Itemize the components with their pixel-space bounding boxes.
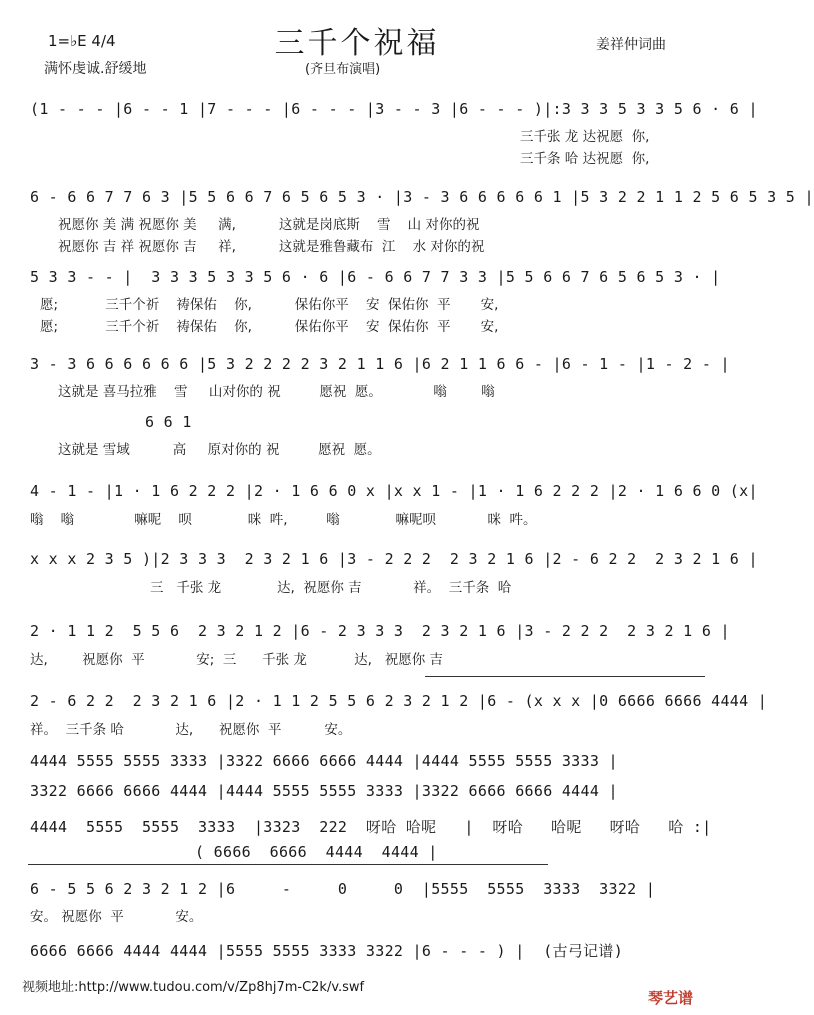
notation-line: ( 6666 6666 4444 4444 | [195, 843, 438, 861]
notation-line: 4444 5555 5555 3333 |3322 6666 6666 4444 |4444 5555 5555 3333 | [30, 752, 618, 770]
notation-line: 6 - 5 5 6 2 3 2 1 2 |6 - 0 0 |5555 5555 3333 3322 | [30, 880, 656, 898]
notation-line: 4444 5555 5555 3333 |3323 222 呀哈 哈呢 | 呀哈 哈呢 呀哈 哈 :| [30, 818, 712, 836]
notation-line: 3 - 3 6 6 6 6 6 6 |5 3 2 2 2 2 3 2 1 1 6 |6 2 1 1 6 6 - |6 - 1 - |1 - 2 - | [30, 355, 730, 373]
tempo-marking: 满怀虔诚.舒缓地 [44, 61, 147, 77]
lyric-line: 安。 祝愿你 平 安。 [30, 909, 203, 925]
lyric-line: 三千条 哈 达祝愿 你, [520, 151, 650, 167]
page-title: 三千个祝福 [274, 26, 440, 61]
lyric-line: 达, 祝愿你 平 安; 三 千张 龙 达, 祝愿你 吉 [30, 652, 444, 668]
site-logo: 琴艺谱 [648, 989, 694, 1007]
lyric-line: 祥。 三千条 哈 达, 祝愿你 平 安。 [30, 722, 352, 738]
composer-credit: 姜祥仲词曲 [596, 37, 666, 53]
volta-bracket-2 [28, 864, 548, 865]
notation-line: 6 - 6 6 7 7 6 3 |5 5 6 6 7 6 5 6 5 3 · |3 - 3 6 6 6 6 6 1 |5 3 2 2 1 1 2 5 6 5 3 5 | [30, 188, 814, 206]
notation-line: 3322 6666 6666 4444 |4444 5555 5555 3333 |3322 6666 6666 4444 | [30, 782, 618, 800]
lyric-line: 三 千张 龙 达, 祝愿你 吉 祥。 三千条 哈 [150, 580, 512, 596]
notation-line: 5 3 3 - - | 3 3 3 5 3 3 5 6 · 6 |6 - 6 6 7 7 3 3 |5 5 6 6 7 6 5 6 5 3 · | [30, 268, 721, 286]
lyric-line: 这就是 雪域 高 原对你的 祝 愿祝 愿。 [58, 442, 381, 458]
notation-line: 4 - 1 - |1 · 1 6 2 2 2 |2 · 1 6 6 0 x |x x 1 - |1 · 1 6 2 2 2 |2 · 1 6 6 0 (x| [30, 482, 758, 500]
lyric-line: 祝愿你 美 满 祝愿你 美 满, 这就是岗底斯 雪 山 对你的祝 [58, 217, 480, 233]
notation-line: x x x 2 3 5 )|2 3 3 3 2 3 2 1 6 |3 - 2 2 2 2 3 2 1 6 |2 - 6 2 2 2 3 2 1 6 | [30, 550, 758, 568]
lyric-line: 嗡 嗡 嘛呢 呗 咪 吽, 嗡 嘛呢呗 咪 吽。 [30, 512, 537, 528]
singer-credit: (齐旦布演唱) [305, 62, 381, 77]
lyric-line: 祝愿你 吉 祥 祝愿你 吉 祥, 这就是雅鲁藏布 江 水 对你的祝 [58, 239, 485, 255]
video-url[interactable]: 视频地址:http://www.tudou.com/v/Zp8hj7m-C2k/v.swf [22, 980, 365, 995]
notation-line: 6 6 1 [145, 413, 192, 431]
notation-line: 2 - 6 2 2 2 3 2 1 6 |2 · 1 1 2 5 5 6 2 3 2 1 2 |6 - (x x x |0 6666 6666 4444 | [30, 692, 768, 710]
volta-bracket-1 [425, 676, 705, 677]
lyric-line: 三千张 龙 达祝愿 你, [520, 129, 650, 145]
lyric-line: 愿; 三千个祈 祷保佑 你, 保佑你平 安 保佑你 平 安, [40, 297, 499, 313]
lyric-line: 这就是 喜马拉雅 雪 山对你的 祝 愿祝 愿。 嗡 嗡 [58, 384, 495, 400]
notation-line: 6666 6666 4444 4444 |5555 5555 3333 3322 |6 - - - ) | (古弓记谱) [30, 942, 624, 960]
notation-line: 2 · 1 1 2 5 5 6 2 3 2 1 2 |6 - 2 3 3 3 2 3 2 1 6 |3 - 2 2 2 2 3 2 1 6 | [30, 622, 730, 640]
notation-line: (1 - - - |6 - - 1 |7 - - - |6 - - - |3 - - 3 |6 - - - )|:3 3 3 5 3 3 5 6 · 6 | [30, 100, 758, 118]
lyric-line: 愿; 三千个祈 祷保佑 你, 保佑你平 安 保佑你 平 安, [40, 319, 499, 335]
key-signature: 1=♭E 4/4 [48, 32, 116, 50]
